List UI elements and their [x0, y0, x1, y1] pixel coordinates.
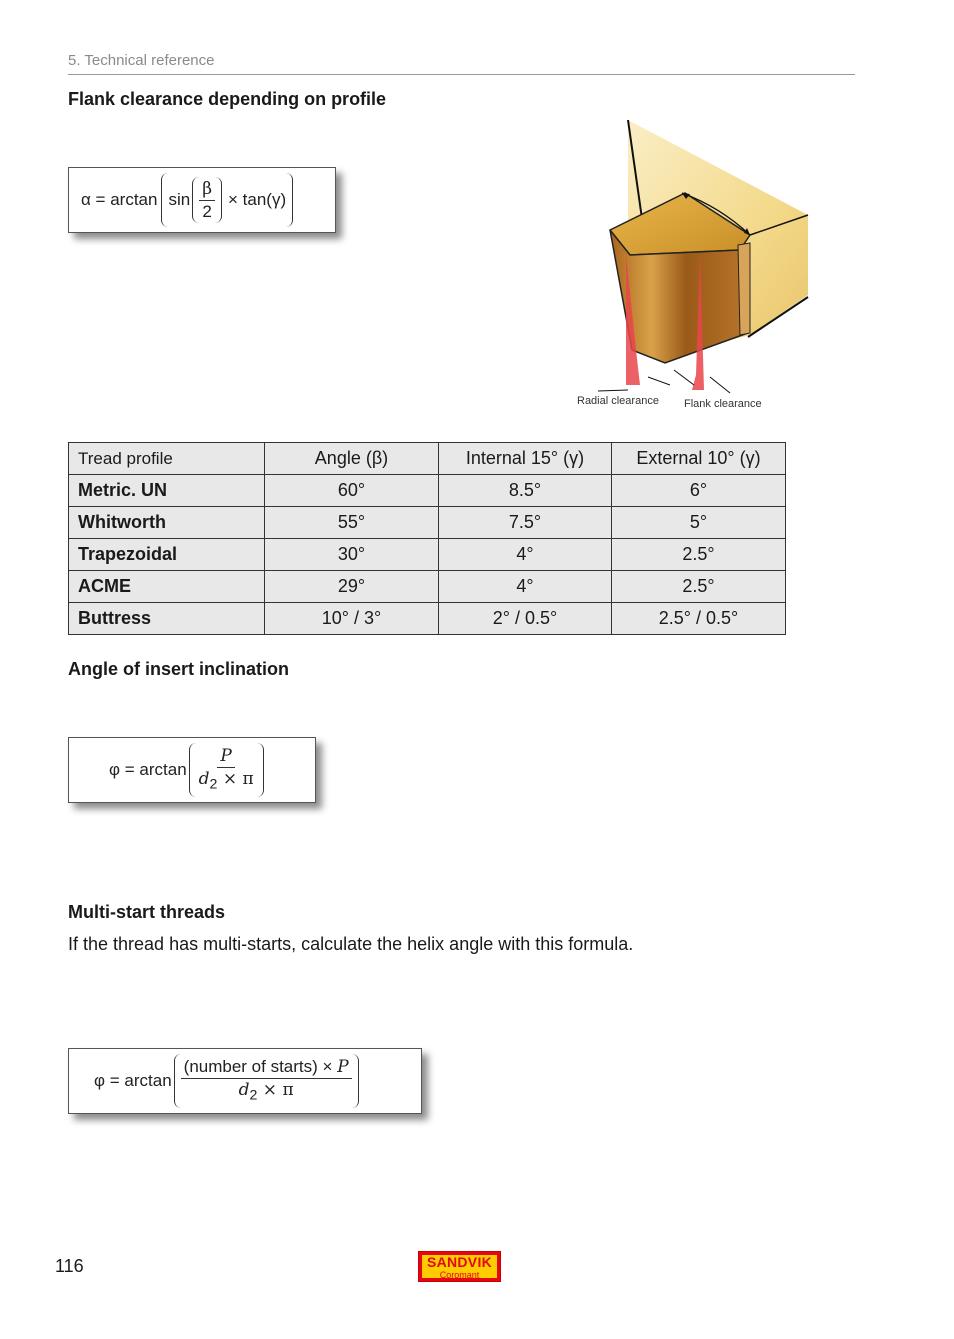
- table-row: [69, 475, 786, 507]
- paren-right-inner: [215, 177, 222, 223]
- table-cell: 7.5°: [439, 507, 612, 539]
- table-cell: 4°: [439, 539, 612, 571]
- num-text: (number of starts) ×: [183, 1056, 338, 1076]
- table-cell: 2.5° / 0.5°: [612, 603, 786, 635]
- table-cell: 2.5°: [612, 539, 786, 571]
- row-label: Trapezoidal: [69, 539, 265, 571]
- radial-clearance-label: Radial clearance: [577, 395, 659, 407]
- table-row: [69, 571, 786, 603]
- paren-right: [352, 1054, 359, 1108]
- table-cell: 29°: [265, 571, 439, 603]
- thread-profile-table: [68, 442, 786, 635]
- table-row: [69, 603, 786, 635]
- table-cell: 8.5°: [439, 475, 612, 507]
- insert-side-strip: [738, 243, 750, 335]
- radial-leader: [598, 390, 628, 391]
- fraction-denominator: [196, 768, 257, 795]
- table-cell: 6°: [612, 475, 786, 507]
- multistart-formula: [68, 1048, 422, 1114]
- table-row: [69, 507, 786, 539]
- num-p: P: [337, 1056, 349, 1077]
- row-label: Metric. UN: [69, 475, 265, 507]
- column-header-angle: Angle (β): [265, 443, 439, 475]
- formula-fraction: [196, 745, 257, 795]
- flank-clearance-formula: [68, 167, 336, 233]
- inclination-formula: [68, 737, 316, 803]
- page-number: 116: [55, 1256, 84, 1276]
- formula-fraction: [199, 178, 215, 223]
- table-cell: 5°: [612, 507, 786, 539]
- flank-pointer-right: [710, 377, 730, 393]
- multistart-title: Multi-start threads: [68, 902, 226, 922]
- paren-left: [161, 173, 168, 227]
- formula-lhs: φ = arctan: [109, 760, 187, 779]
- formula-lhs: φ = arctan: [94, 1071, 172, 1090]
- fraction-denominator: 2: [202, 201, 212, 221]
- fraction-numerator: [181, 1056, 352, 1079]
- table-cell: 2° / 0.5°: [439, 603, 612, 635]
- logo-inner: [422, 1255, 497, 1278]
- fraction-numerator: β: [199, 178, 215, 201]
- column-header-internal: Internal 15° (γ): [439, 443, 612, 475]
- table-cell: 10° / 3°: [265, 603, 439, 635]
- column-header-external: External 10° (γ): [612, 443, 786, 475]
- flank-clearance-title: Flank clearance depending on profile: [68, 89, 387, 109]
- row-label: Buttress: [69, 603, 265, 635]
- table-row: [69, 539, 786, 571]
- row-label: ACME: [69, 571, 265, 603]
- flank-pointer-left: [674, 370, 694, 385]
- column-header-profile: Tread profile: [69, 443, 265, 475]
- formula-tan: × tan(γ): [228, 190, 287, 209]
- multistart-description: If the thread has multi-starts, calculate the helix angle with this formula.: [68, 934, 634, 954]
- formula-lhs: α = arctan: [81, 190, 158, 209]
- flank-clearance-label: Flank clearance: [684, 398, 762, 410]
- den-rest: × π: [217, 768, 254, 789]
- radial-pointer: [648, 377, 670, 385]
- logo-subtitle: Coromant: [439, 1270, 480, 1280]
- table-cell: 30°: [265, 539, 439, 571]
- paren-left-inner: [192, 177, 199, 223]
- header-divider: [68, 74, 855, 75]
- formula-sin: sin: [168, 190, 191, 209]
- fraction-denominator: [236, 1079, 297, 1106]
- section-header: 5. Technical reference: [68, 52, 215, 69]
- den-rest: × π: [257, 1079, 294, 1100]
- sandvik-logo: [418, 1251, 501, 1282]
- insert-diagram: [570, 115, 820, 420]
- den-d: d: [198, 768, 210, 789]
- table-cell: 4°: [439, 571, 612, 603]
- den-d: d: [238, 1079, 250, 1100]
- row-label: Whitworth: [69, 507, 265, 539]
- logo-wordmark: SANDVIK: [426, 1254, 493, 1270]
- paren-left: [174, 1054, 181, 1108]
- inclination-title: Angle of insert inclination: [68, 659, 290, 679]
- den-subscript: 2: [209, 776, 218, 793]
- paren-left: [189, 743, 196, 797]
- den-subscript: 2: [249, 1087, 258, 1104]
- table-header-row: [69, 443, 786, 475]
- fraction-numerator: P: [217, 745, 234, 768]
- paren-right: [257, 743, 264, 797]
- table-cell: 60°: [265, 475, 439, 507]
- paren-right: [286, 173, 293, 227]
- formula-fraction: [181, 1056, 352, 1106]
- table-cell: 55°: [265, 507, 439, 539]
- table-cell: 2.5°: [612, 571, 786, 603]
